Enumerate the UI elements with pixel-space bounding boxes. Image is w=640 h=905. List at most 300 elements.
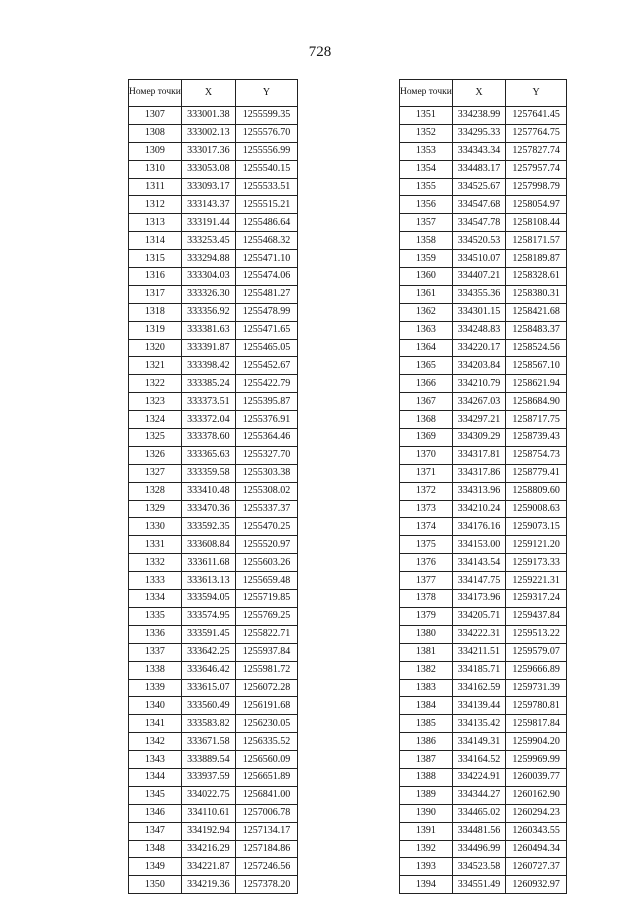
cell-point-number: 1367 (400, 393, 453, 411)
cell-point-number: 1373 (400, 500, 453, 518)
cell-y: 1256072.28 (236, 679, 298, 697)
cell-x: 333326.30 (181, 285, 235, 303)
cell-x: 334547.68 (452, 196, 505, 214)
cell-x: 334496.99 (452, 840, 505, 858)
cell-x: 334309.29 (452, 429, 505, 447)
table-row (400, 697, 567, 715)
cell-x: 333391.87 (181, 339, 235, 357)
cell-x: 334547.78 (452, 214, 505, 232)
cell-point-number: 1352 (400, 124, 453, 142)
cell-point-number: 1358 (400, 232, 453, 250)
cell-y: 1258567.10 (506, 357, 567, 375)
cell-x: 334173.96 (452, 590, 505, 608)
cell-point-number: 1374 (400, 518, 453, 536)
table-row (400, 661, 567, 679)
cell-point-number: 1388 (400, 768, 453, 786)
cell-y: 1255981.72 (236, 661, 298, 679)
table-row (400, 321, 567, 339)
cell-x: 333560.49 (181, 697, 235, 715)
cell-x: 334192.94 (181, 822, 235, 840)
cell-y: 1259121.20 (506, 536, 567, 554)
cell-x: 333365.63 (181, 446, 235, 464)
cell-x: 334483.17 (452, 160, 505, 178)
table-row (129, 607, 298, 625)
table-row (129, 733, 298, 751)
cell-point-number: 1351 (400, 107, 453, 125)
cell-x: 334523.58 (452, 858, 505, 876)
cell-y: 1257246.56 (236, 858, 298, 876)
cell-y: 1258380.31 (506, 285, 567, 303)
cell-x: 333002.13 (181, 124, 235, 142)
cell-y: 1258717.75 (506, 411, 567, 429)
cell-x: 333583.82 (181, 715, 235, 733)
cell-point-number: 1377 (400, 572, 453, 590)
cell-x: 333591.45 (181, 625, 235, 643)
cell-y: 1255533.51 (236, 178, 298, 196)
cell-x: 333053.08 (181, 160, 235, 178)
cell-point-number: 1333 (129, 572, 182, 590)
cell-point-number: 1389 (400, 786, 453, 804)
cell-y: 1259008.63 (506, 500, 567, 518)
cell-point-number: 1372 (400, 482, 453, 500)
cell-y: 1255303.38 (236, 464, 298, 482)
cell-y: 1257184.86 (236, 840, 298, 858)
cell-point-number: 1390 (400, 804, 453, 822)
cell-point-number: 1311 (129, 178, 182, 196)
cell-y: 1260727.37 (506, 858, 567, 876)
cell-point-number: 1363 (400, 321, 453, 339)
table-row (400, 160, 567, 178)
cell-y: 1260039.77 (506, 768, 567, 786)
cell-point-number: 1384 (400, 697, 453, 715)
table-row (400, 178, 567, 196)
cell-x: 334139.44 (452, 697, 505, 715)
cell-y: 1258754.73 (506, 446, 567, 464)
cell-x: 334185.71 (452, 661, 505, 679)
cell-x: 333594.05 (181, 590, 235, 608)
cell-point-number: 1371 (400, 464, 453, 482)
cell-y: 1255937.84 (236, 643, 298, 661)
table-row (400, 124, 567, 142)
cell-y: 1255337.37 (236, 500, 298, 518)
cell-x: 333410.48 (181, 482, 235, 500)
cell-y: 1259173.33 (506, 554, 567, 572)
cell-y: 1260494.34 (506, 840, 567, 858)
cell-point-number: 1310 (129, 160, 182, 178)
cell-y: 1260932.97 (506, 876, 567, 894)
cell-point-number: 1368 (400, 411, 453, 429)
cell-x: 334344.27 (452, 786, 505, 804)
table-row (400, 858, 567, 876)
cell-x: 333642.25 (181, 643, 235, 661)
table-row (400, 214, 567, 232)
cell-y: 1255327.70 (236, 446, 298, 464)
cell-x: 333372.04 (181, 411, 235, 429)
table-row (129, 643, 298, 661)
cell-x: 334210.24 (452, 500, 505, 518)
cell-y: 1255486.64 (236, 214, 298, 232)
cell-x: 333191.44 (181, 214, 235, 232)
cell-y: 1256651.89 (236, 768, 298, 786)
table-row (129, 786, 298, 804)
cell-point-number: 1349 (129, 858, 182, 876)
cell-point-number: 1315 (129, 250, 182, 268)
cell-point-number: 1364 (400, 339, 453, 357)
cell-y: 1257764.75 (506, 124, 567, 142)
cell-point-number: 1369 (400, 429, 453, 447)
cell-y: 1255520.97 (236, 536, 298, 554)
table-row (129, 464, 298, 482)
cell-x: 334295.33 (452, 124, 505, 142)
cell-point-number: 1334 (129, 590, 182, 608)
cell-point-number: 1348 (129, 840, 182, 858)
table-row (400, 768, 567, 786)
table-header-row (129, 80, 298, 107)
cell-point-number: 1316 (129, 268, 182, 286)
cell-y: 1259969.99 (506, 751, 567, 769)
cell-x: 334135.42 (452, 715, 505, 733)
table-row (400, 375, 567, 393)
cell-x: 334248.83 (452, 321, 505, 339)
cell-point-number: 1345 (129, 786, 182, 804)
cell-point-number: 1308 (129, 124, 182, 142)
cell-point-number: 1339 (129, 679, 182, 697)
table-row (400, 446, 567, 464)
table-row (129, 661, 298, 679)
cell-point-number: 1331 (129, 536, 182, 554)
cell-point-number: 1338 (129, 661, 182, 679)
cell-x: 334551.49 (452, 876, 505, 894)
cell-point-number: 1379 (400, 607, 453, 625)
cell-y: 1255769.25 (236, 607, 298, 625)
cell-y: 1255395.87 (236, 393, 298, 411)
table-row (400, 518, 567, 536)
cell-point-number: 1391 (400, 822, 453, 840)
cell-y: 1255376.91 (236, 411, 298, 429)
table-row (129, 768, 298, 786)
cell-x: 333937.59 (181, 768, 235, 786)
table-row (129, 232, 298, 250)
cell-y: 1255452.67 (236, 357, 298, 375)
cell-point-number: 1385 (400, 715, 453, 733)
table-row (129, 876, 298, 894)
header-y: Y (236, 80, 298, 107)
cell-y: 1255599.35 (236, 107, 298, 125)
cell-point-number: 1312 (129, 196, 182, 214)
cell-y: 1257378.20 (236, 876, 298, 894)
table-row (129, 625, 298, 643)
table-row (400, 804, 567, 822)
table-row (400, 500, 567, 518)
cell-y: 1255822.71 (236, 625, 298, 643)
cell-x: 334267.03 (452, 393, 505, 411)
cell-y: 1255471.65 (236, 321, 298, 339)
table-row (129, 196, 298, 214)
cell-x: 333385.24 (181, 375, 235, 393)
cell-x: 334317.81 (452, 446, 505, 464)
cell-point-number: 1347 (129, 822, 182, 840)
cell-x: 333608.84 (181, 536, 235, 554)
table-row (129, 375, 298, 393)
cell-point-number: 1386 (400, 733, 453, 751)
table-row (129, 697, 298, 715)
cell-y: 1259513.22 (506, 625, 567, 643)
table-row (400, 107, 567, 125)
cell-x: 334317.86 (452, 464, 505, 482)
header-point-number: Номер точки (400, 80, 453, 107)
cell-point-number: 1337 (129, 643, 182, 661)
cell-x: 334297.21 (452, 411, 505, 429)
table-row (129, 858, 298, 876)
table-row (400, 196, 567, 214)
cell-x: 334210.79 (452, 375, 505, 393)
table-row (400, 643, 567, 661)
table-row (129, 679, 298, 697)
cell-y: 1256841.00 (236, 786, 298, 804)
cell-x: 333294.88 (181, 250, 235, 268)
cell-y: 1257827.74 (506, 142, 567, 160)
table-row (129, 572, 298, 590)
cell-point-number: 1360 (400, 268, 453, 286)
table-row (129, 268, 298, 286)
cell-point-number: 1387 (400, 751, 453, 769)
cell-x: 334520.53 (452, 232, 505, 250)
cell-x: 334143.54 (452, 554, 505, 572)
cell-y: 1260343.55 (506, 822, 567, 840)
cell-y: 1255422.79 (236, 375, 298, 393)
cell-y: 1255481.27 (236, 285, 298, 303)
cell-point-number: 1340 (129, 697, 182, 715)
cell-y: 1259780.81 (506, 697, 567, 715)
cell-x: 333671.58 (181, 733, 235, 751)
table-row (400, 751, 567, 769)
cell-y: 1255540.15 (236, 160, 298, 178)
table-row (129, 303, 298, 321)
cell-y: 1258108.44 (506, 214, 567, 232)
table-row (129, 804, 298, 822)
cell-x: 334301.15 (452, 303, 505, 321)
table-body-right (400, 107, 567, 894)
cell-point-number: 1357 (400, 214, 453, 232)
cell-x: 333373.51 (181, 393, 235, 411)
table-row (129, 715, 298, 733)
cell-point-number: 1332 (129, 554, 182, 572)
cell-y: 1259579.07 (506, 643, 567, 661)
cell-x: 334147.75 (452, 572, 505, 590)
cell-y: 1258483.37 (506, 321, 567, 339)
cell-x: 333356.92 (181, 303, 235, 321)
cell-y: 1258171.57 (506, 232, 567, 250)
cell-x: 333304.03 (181, 268, 235, 286)
cell-y: 1256191.68 (236, 697, 298, 715)
cell-x: 334355.36 (452, 285, 505, 303)
coordinates-table-left (128, 79, 298, 894)
table-row (129, 124, 298, 142)
cell-y: 1259317.24 (506, 590, 567, 608)
table-row (400, 142, 567, 160)
table-row (129, 518, 298, 536)
table-header-row (400, 80, 567, 107)
cell-point-number: 1370 (400, 446, 453, 464)
cell-x: 333611.68 (181, 554, 235, 572)
cell-y: 1255515.21 (236, 196, 298, 214)
table-row (400, 572, 567, 590)
cell-x: 333398.42 (181, 357, 235, 375)
cell-x: 334238.99 (452, 107, 505, 125)
cell-point-number: 1382 (400, 661, 453, 679)
cell-x: 333646.42 (181, 661, 235, 679)
cell-point-number: 1325 (129, 429, 182, 447)
cell-y: 1258328.61 (506, 268, 567, 286)
table-row (400, 411, 567, 429)
cell-y: 1255719.85 (236, 590, 298, 608)
table-row (129, 554, 298, 572)
table-row (129, 536, 298, 554)
cell-y: 1259731.39 (506, 679, 567, 697)
cell-y: 1258621.94 (506, 375, 567, 393)
cell-x: 334110.61 (181, 804, 235, 822)
cell-y: 1256335.52 (236, 733, 298, 751)
cell-point-number: 1335 (129, 607, 182, 625)
table-row (400, 357, 567, 375)
cell-y: 1255603.26 (236, 554, 298, 572)
cell-y: 1257957.74 (506, 160, 567, 178)
cell-x: 333017.36 (181, 142, 235, 160)
cell-point-number: 1353 (400, 142, 453, 160)
cell-x: 334481.56 (452, 822, 505, 840)
cell-x: 334313.96 (452, 482, 505, 500)
cell-x: 334525.67 (452, 178, 505, 196)
cell-point-number: 1329 (129, 500, 182, 518)
cell-point-number: 1323 (129, 393, 182, 411)
cell-y: 1256560.09 (236, 751, 298, 769)
table-row (129, 411, 298, 429)
cell-y: 1258054.97 (506, 196, 567, 214)
page-number: 728 (308, 44, 332, 60)
cell-y: 1258421.68 (506, 303, 567, 321)
cell-y: 1255465.05 (236, 339, 298, 357)
cell-point-number: 1307 (129, 107, 182, 125)
cell-x: 334149.31 (452, 733, 505, 751)
table-row (400, 482, 567, 500)
cell-point-number: 1324 (129, 411, 182, 429)
cell-y: 1255556.99 (236, 142, 298, 160)
table-row (129, 214, 298, 232)
cell-y: 1257998.79 (506, 178, 567, 196)
coordinates-table-right (399, 79, 567, 894)
table-row (400, 679, 567, 697)
cell-x: 333470.36 (181, 500, 235, 518)
table-row (129, 250, 298, 268)
cell-y: 1259221.31 (506, 572, 567, 590)
cell-point-number: 1322 (129, 375, 182, 393)
cell-y: 1255659.48 (236, 572, 298, 590)
table-row (400, 625, 567, 643)
cell-point-number: 1343 (129, 751, 182, 769)
table-row (129, 142, 298, 160)
cell-x: 333615.07 (181, 679, 235, 697)
cell-y: 1255576.70 (236, 124, 298, 142)
cell-point-number: 1314 (129, 232, 182, 250)
table-row (129, 429, 298, 447)
table-row (400, 339, 567, 357)
cell-point-number: 1383 (400, 679, 453, 697)
cell-y: 1255471.10 (236, 250, 298, 268)
table-row (129, 107, 298, 125)
table-row (400, 733, 567, 751)
cell-y: 1258779.41 (506, 464, 567, 482)
cell-point-number: 1356 (400, 196, 453, 214)
cell-x: 334203.84 (452, 357, 505, 375)
header-y: Y (506, 80, 567, 107)
table-row (400, 840, 567, 858)
table-row (400, 715, 567, 733)
cell-point-number: 1392 (400, 840, 453, 858)
cell-y: 1255308.02 (236, 482, 298, 500)
table-row (129, 446, 298, 464)
table-row (129, 321, 298, 339)
cell-x: 333381.63 (181, 321, 235, 339)
table-row (400, 822, 567, 840)
cell-point-number: 1366 (400, 375, 453, 393)
cell-x: 333378.60 (181, 429, 235, 447)
table-row (129, 751, 298, 769)
cell-point-number: 1342 (129, 733, 182, 751)
cell-x: 334219.36 (181, 876, 235, 894)
cell-point-number: 1394 (400, 876, 453, 894)
table-row (129, 393, 298, 411)
cell-y: 1259073.15 (506, 518, 567, 536)
cell-point-number: 1317 (129, 285, 182, 303)
table-row (129, 339, 298, 357)
table-row (400, 285, 567, 303)
cell-x: 334407.21 (452, 268, 505, 286)
cell-y: 1257134.17 (236, 822, 298, 840)
cell-x: 334216.29 (181, 840, 235, 858)
table-row (129, 822, 298, 840)
cell-point-number: 1375 (400, 536, 453, 554)
cell-x: 333253.45 (181, 232, 235, 250)
cell-point-number: 1319 (129, 321, 182, 339)
table-row (400, 250, 567, 268)
cell-y: 1259437.84 (506, 607, 567, 625)
cell-y: 1255364.46 (236, 429, 298, 447)
cell-y: 1255468.32 (236, 232, 298, 250)
table-row (129, 500, 298, 518)
cell-x: 334220.17 (452, 339, 505, 357)
table-row (129, 840, 298, 858)
cell-y: 1258189.87 (506, 250, 567, 268)
table-row (400, 876, 567, 894)
cell-x: 334222.31 (452, 625, 505, 643)
table-row (400, 268, 567, 286)
cell-y: 1260162.90 (506, 786, 567, 804)
table-row (400, 303, 567, 321)
cell-x: 334022.75 (181, 786, 235, 804)
header-point-number: Номер точки (129, 80, 182, 107)
cell-point-number: 1346 (129, 804, 182, 822)
cell-point-number: 1380 (400, 625, 453, 643)
cell-x: 333613.13 (181, 572, 235, 590)
cell-x: 334164.52 (452, 751, 505, 769)
cell-x: 334343.34 (452, 142, 505, 160)
table-row (400, 393, 567, 411)
cell-y: 1258809.60 (506, 482, 567, 500)
cell-point-number: 1341 (129, 715, 182, 733)
cell-y: 1258739.43 (506, 429, 567, 447)
table-row (400, 429, 567, 447)
table-row (400, 607, 567, 625)
